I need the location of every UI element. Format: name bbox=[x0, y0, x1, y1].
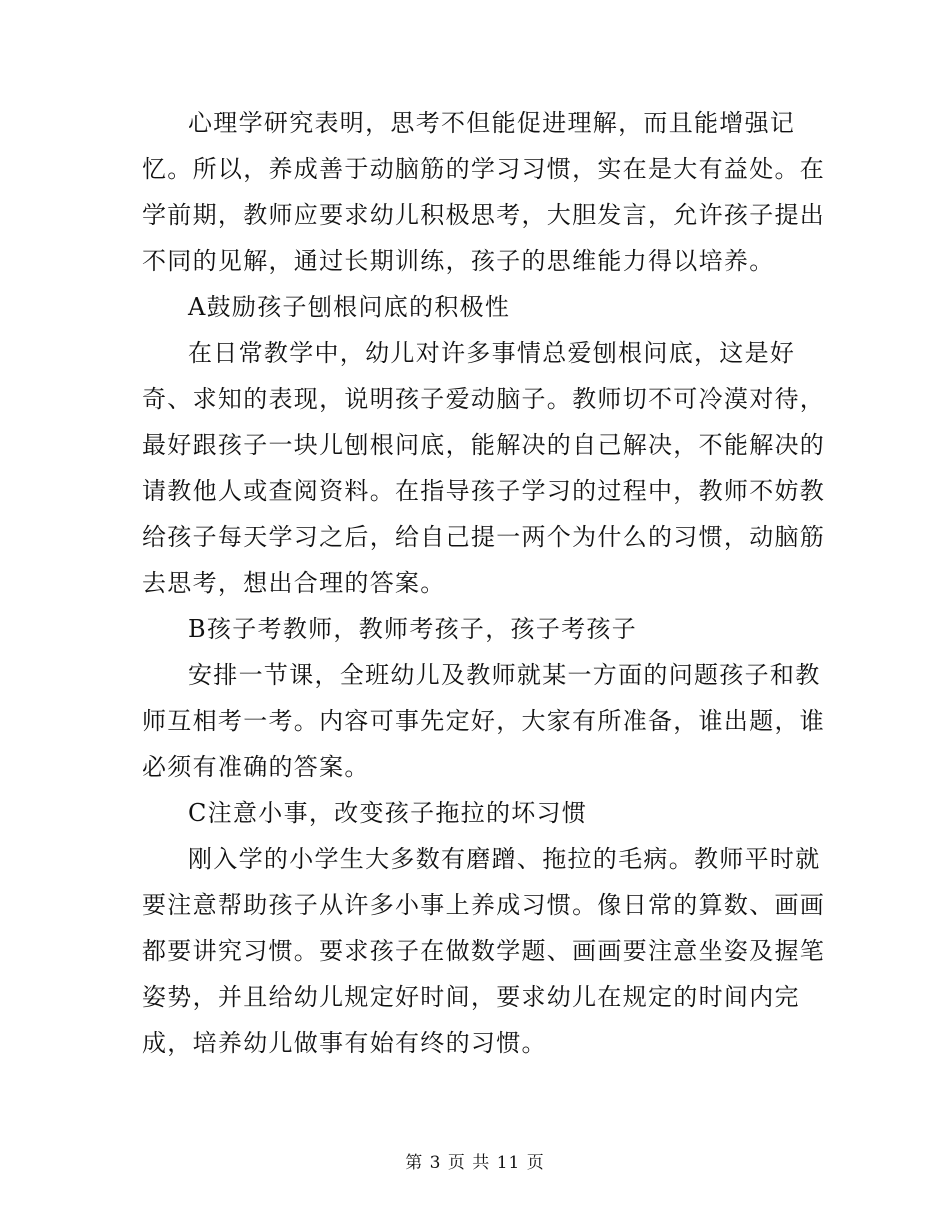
paragraph-line: 最好跟孩子一块儿刨根问底，能解决的自己解决，不能解决的 bbox=[142, 431, 826, 459]
paragraph-line: 学前期，教师应要求幼儿积极思考，大胆发言，允许孩子提出 bbox=[142, 201, 826, 229]
paragraph-line: 姿势，并且给幼儿规定好时间，要求幼儿在规定的时间内完 bbox=[142, 983, 800, 1011]
page-number-footer: 第 3 页 共 11 页 bbox=[405, 1153, 545, 1173]
paragraph-line: 必须有准确的答案。 bbox=[142, 753, 370, 781]
paragraph-line: 去思考，想出合理的答案。 bbox=[142, 569, 446, 597]
paragraph-line: 都要讲究习惯。要求孩子在做数学题、画画要注意坐姿及握笔 bbox=[142, 937, 826, 965]
paragraph-line: 给孩子每天学习之后，给自己提一两个为什么的习惯，动脑筋 bbox=[142, 523, 826, 551]
paragraph-line: 要注意帮助孩子从许多小事上养成习惯。像日常的算数、画画 bbox=[142, 891, 826, 919]
paragraph-line: 成，培养幼儿做事有始有终的习惯。 bbox=[142, 1029, 547, 1057]
paragraph-line: 刚入学的小学生大多数有磨蹭、拖拉的毛病。教师平时就 bbox=[188, 845, 821, 873]
paragraph-line: 安排一节课，全班幼儿及教师就某一方面的问题孩子和教 bbox=[188, 661, 821, 689]
paragraph-line: 师互相考一考。内容可事先定好，大家有所准备，谁出题，谁 bbox=[142, 707, 826, 735]
section-heading-c: C注意小事，改变孩子拖拉的坏习惯 bbox=[188, 799, 588, 827]
paragraph-line: 不同的见解，通过长期训练，孩子的思维能力得以培养。 bbox=[142, 247, 775, 275]
section-heading-a: A鼓励孩子刨根问底的积极性 bbox=[188, 293, 511, 321]
paragraph-line: 奇、求知的表现，说明孩子爱动脑子。教师切不可冷漠对待， bbox=[142, 385, 826, 413]
section-heading-b: B孩子考教师，教师考孩子，孩子考孩子 bbox=[188, 615, 638, 643]
paragraph-line: 在日常教学中，幼儿对许多事情总爱刨根问底，这是好 bbox=[188, 339, 796, 367]
paragraph-line: 心理学研究表明，思考不但能促进理解，而且能增强记 bbox=[188, 109, 796, 137]
paragraph-line: 忆。所以，养成善于动脑筋的学习习惯，实在是大有益处。在 bbox=[142, 155, 826, 183]
paragraph-line: 请教他人或查阅资料。在指导孩子学习的过程中，教师不妨教 bbox=[142, 477, 826, 505]
